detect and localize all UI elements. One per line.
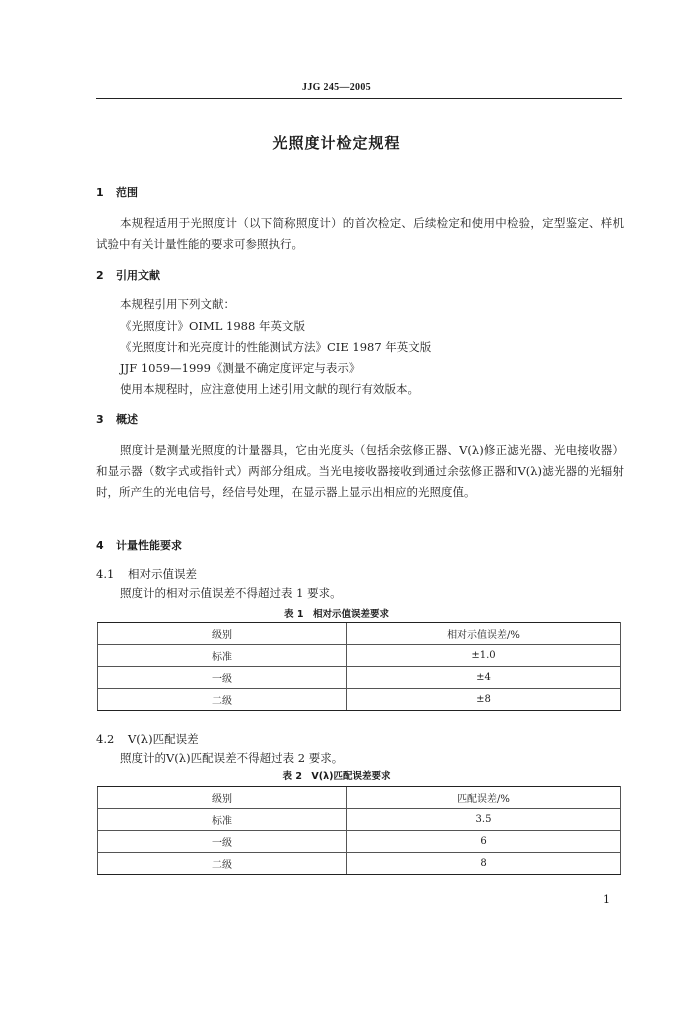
subsection-title: V(λ)匹配误差 [128,732,199,746]
reference-line: 《光照度计和光亮度计的性能测试方法》CIE 1987 年英文版 [120,340,432,354]
table-cell: 8 [347,853,621,875]
subsection-number: 4.2 [96,732,115,746]
table-row [98,667,621,689]
table-cell: 一级 [98,831,347,853]
table-cell: ±1.0 [347,645,621,667]
table-header-cell: 相对示值误差/% [347,623,621,645]
table-1-caption: 表 1 相对示值误差要求 [284,609,389,620]
section-4-heading [96,537,182,553]
section-title: 概述 [116,413,138,426]
reference-line: 《光照度计》OIML 1988 年英文版 [120,319,305,333]
table-cell: 3.5 [347,809,621,831]
subsection-number: 4.1 [96,567,115,581]
reference-line: JJF 1059—1999《测量不确定度评定与表示》 [120,361,361,375]
section-number: 1 [96,186,104,199]
table-row [98,853,621,875]
standard-code: JJG 245—2005 [302,82,371,93]
section-3-heading [96,411,138,427]
table-2 [97,786,621,875]
document-title: 光照度计检定规程 [272,134,401,152]
section-title: 范围 [116,186,138,199]
subsection-4-2-heading [96,731,199,747]
section-title: 计量性能要求 [116,539,182,552]
table-header-cell: 匹配误差/% [347,787,621,809]
section-title: 引用文献 [116,269,160,282]
table-row [98,831,621,853]
subsection-4-1-text: 照度计的相对示值误差不得超过表 1 要求。 [120,586,342,600]
section-number: 4 [96,539,104,552]
table-header-cell: 级别 [98,623,347,645]
table-row [98,689,621,711]
table-cell: 一级 [98,667,347,689]
table-cell: 6 [347,831,621,853]
table-row [98,645,621,667]
section-1-heading [96,184,138,200]
section-3-paragraph: 照度计是测量光照度的计量器具，它由光度头（包括余弦修正器、V(λ)修正滤光器、光电接收器）和显示器（数字式或指针式）两部分组成。当光电接收器接收到通过余弦修正器和V(λ)滤光器的光辐射时，所产生的光电信号，经信号处理，在显示器上显示出相应的光照度值。 [96,443,624,499]
table-header-row [98,623,621,645]
section-number: 3 [96,413,104,426]
table-cell: 标准 [98,645,347,667]
header-rule [96,98,622,99]
table-header-row [98,787,621,809]
section-2-heading [96,267,160,283]
table-cell: 标准 [98,809,347,831]
section-number: 2 [96,269,104,282]
table-cell: 二级 [98,853,347,875]
page-number: 1 [603,893,610,906]
table-1 [97,622,621,711]
table-row [98,809,621,831]
subsection-title: 相对示值误差 [128,567,197,581]
table-cell: 二级 [98,689,347,711]
table-cell: ±4 [347,667,621,689]
table-header-cell: 级别 [98,787,347,809]
reference-line: 使用本规程时，应注意使用上述引用文献的现行有效版本。 [120,382,419,396]
reference-line: 本规程引用下列文献： [120,297,235,311]
subsection-4-1-heading [96,566,197,582]
subsection-4-2-text: 照度计的V(λ)匹配误差不得超过表 2 要求。 [120,751,344,765]
section-1-paragraph: 本规程适用于光照度计（以下简称照度计）的首次检定、后续检定和使用中检验，定型鉴定、样机试验中有关计量性能的要求可参照执行。 [96,216,624,251]
table-2-caption: 表 2 V(λ)匹配误差要求 [282,771,391,782]
table-cell: ±8 [347,689,621,711]
